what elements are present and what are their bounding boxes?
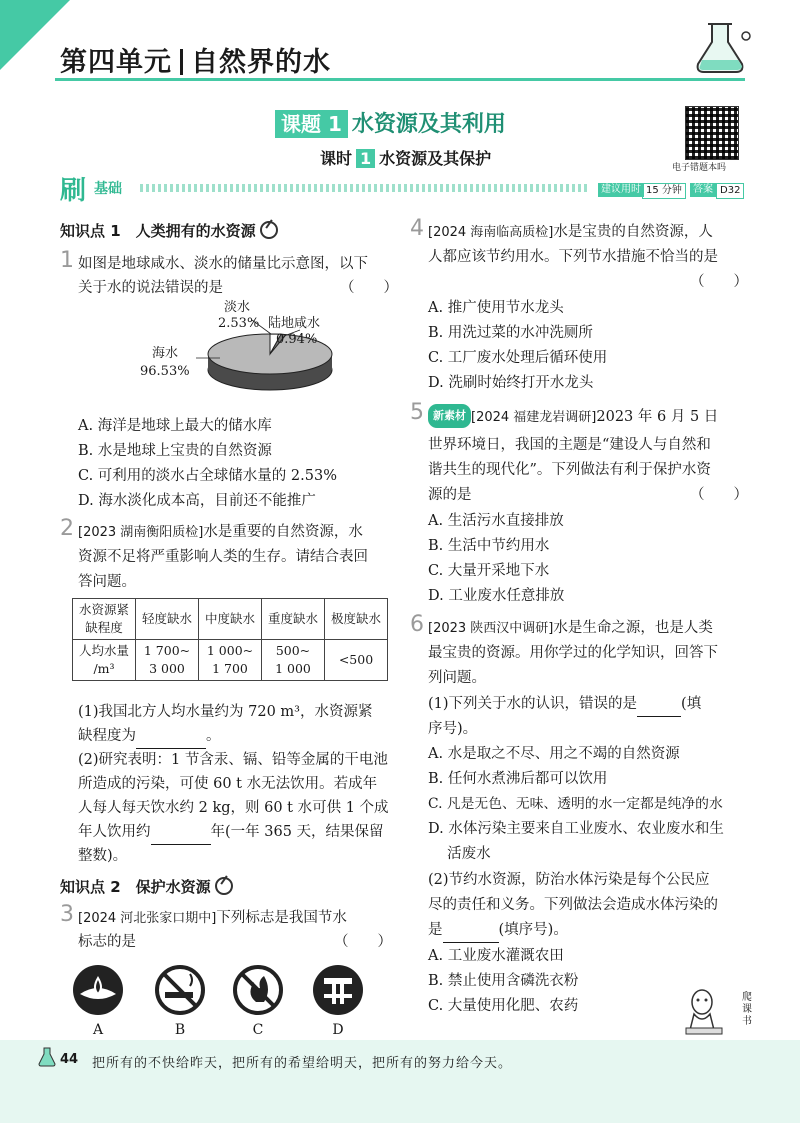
table-row-label-unit: /m³ — [93, 661, 115, 676]
question-6-sub-1-text: (1)下列关于水的认识，错误的是 — [428, 696, 638, 712]
lesson-title — [275, 110, 506, 138]
question-2-number: 2 — [60, 516, 74, 541]
time-value: 15 分钟 — [642, 183, 686, 199]
unit-title — [60, 40, 331, 79]
no-smoking-sign-icon[interactable] — [154, 964, 206, 1016]
chart-label-fresh: 淡水 — [224, 300, 251, 315]
question-2-sub-1-end: 。 — [206, 728, 221, 744]
question-3-number: 3 — [60, 902, 74, 927]
question-2-source: [2023 湖南衡阳质检] — [78, 525, 204, 540]
qr-code-icon[interactable] — [685, 106, 739, 160]
knowledge-point-1 — [60, 220, 278, 241]
answer-blank[interactable] — [151, 820, 211, 845]
chart-value-fresh: 2.53% — [218, 316, 260, 331]
table-cell-text: 1 700 — [212, 661, 248, 676]
answer-blank[interactable] — [136, 724, 206, 749]
footer-motto: 把所有的不快给昨天，把所有的希望给明天，把所有的努力给今天。 — [92, 1056, 513, 1071]
question-1-option[interactable]: B. 水是地球上宝贵的自然资源 — [78, 443, 272, 459]
mascot-stamp-text: 爬课书 — [742, 992, 752, 1027]
question-2-sub-2-text: 年人饮用约 — [78, 824, 151, 840]
unit-name: 自然界的水 — [191, 47, 331, 78]
question-2-sub-1: (1)我国北方人均水量约为 720 m³，水资源紧 — [78, 704, 373, 720]
question-5-option[interactable]: D. 工业废水任意排放 — [428, 588, 565, 604]
question-6-sub-1-end: (填 — [681, 696, 702, 712]
question-6-number: 6 — [410, 612, 424, 637]
answer-paren: （ ） — [340, 280, 398, 296]
question-4-option[interactable]: D. 洗刷时始终打开水龙头 — [428, 375, 594, 391]
answer-blank[interactable] — [637, 692, 681, 717]
question-1-option[interactable]: C. 可利用的淡水占全球储水量的 2.53% — [78, 468, 337, 484]
question-6-text: 列问题。 — [428, 670, 486, 686]
unit-number: 第四单元 — [60, 47, 172, 78]
question-2-sub-1-text: 缺程度为 — [78, 728, 136, 744]
question-5-text-1: 2023 年 6 月 5 日 — [596, 409, 719, 425]
question-5-option[interactable]: B. 生活中节约用水 — [428, 538, 550, 554]
table-header-text: 水资源紧 — [78, 602, 129, 617]
question-2-text-1: 水是重要的自然资源，水 — [203, 524, 363, 540]
chart-label-seawater: 海水 — [152, 346, 179, 361]
water-scarcity-table — [72, 598, 388, 681]
pencil-icon — [260, 221, 278, 239]
table-cell — [262, 640, 325, 681]
question-5-number: 5 — [410, 400, 424, 425]
table-row — [73, 640, 388, 681]
table-cell-text: 1 000 — [275, 661, 311, 676]
knowledge-point-2-label: 知识点 2 保护水资源 — [60, 878, 211, 896]
question-1-option[interactable]: D. 海水淡化成本高，目前还不能推广 — [78, 493, 316, 509]
question-6-option[interactable]: C. 凡是无色、无味、透明的水一定都是纯净的水 — [428, 796, 723, 812]
question-3-source: [2024 河北张家口期中] — [78, 911, 217, 926]
title-separator — [180, 49, 183, 75]
table-header-cell — [73, 599, 136, 640]
chart-label-land-saltwater: 陆地咸水 — [268, 316, 321, 331]
question-4-source: [2024 海南临高质检] — [428, 225, 554, 240]
qr-label: 电子错题本吗 — [672, 163, 727, 173]
period-prefix: 课时 — [320, 149, 353, 168]
question-2-sub-2: 所造成的污染，可使 60 t 水无法饮用。若成年 — [78, 776, 378, 792]
question-2-sub-2: (2)研究表明：1 节含汞、镉、铅等金属的干电池 — [78, 752, 388, 768]
table-header-cell: 中度缺水 — [199, 599, 262, 640]
question-2-text: 资源不足将严重影响人类的生存。请结合表回 — [78, 549, 368, 565]
question-1-number: 1 — [60, 248, 74, 273]
question-6-option[interactable]: B. 禁止使用含磷洗衣粉 — [428, 973, 579, 989]
knowledge-point-2 — [60, 876, 233, 897]
question-6-option[interactable]: C. 大量使用化肥、农药 — [428, 998, 579, 1014]
question-5-text — [428, 404, 718, 430]
question-2-sub-2-text: 年(一年 365 天，结果保留 — [210, 824, 384, 840]
sign-label-d: D — [332, 1022, 344, 1038]
answer-label: 答案 — [690, 183, 716, 197]
question-6-sub-2 — [428, 918, 568, 943]
header-underline — [55, 78, 745, 81]
table-header-cell: 轻度缺水 — [136, 599, 199, 640]
answer-paren: （ ） — [690, 487, 748, 503]
question-6-sub-2-end: (填序号)。 — [498, 922, 568, 938]
lesson-name: 水资源及其利用 — [351, 112, 506, 137]
table-cell-text: 1 700~ — [143, 643, 191, 658]
sign-label-a: A — [92, 1022, 104, 1038]
question-1-text: 如图是地球咸水、淡水的储量比示意图，以下 — [78, 256, 368, 272]
answer-paren: （ ） — [690, 274, 748, 290]
question-2-text — [78, 520, 363, 545]
answer-blank[interactable] — [443, 918, 499, 943]
question-4-text — [428, 220, 713, 245]
pencil-icon — [215, 877, 233, 895]
time-label: 建议用时 — [598, 183, 644, 197]
question-2-sub-2 — [78, 820, 384, 845]
question-6-option[interactable]: A. 工业废水灌溉农田 — [428, 948, 564, 964]
table-cell — [136, 640, 199, 681]
table-cell: <500 — [325, 640, 388, 681]
mascot-icon — [680, 980, 740, 1036]
question-5-source: [2024 福建龙岩调研] — [471, 410, 597, 425]
question-3-text-1: 下列标志是我国节水 — [216, 910, 347, 926]
question-6-text — [428, 616, 713, 641]
question-4-option[interactable]: B. 用洗过菜的水冲洗厕所 — [428, 325, 593, 341]
table-row-label — [73, 640, 136, 681]
section-label-main: 刷 — [60, 176, 87, 206]
period-number: 1 — [356, 149, 375, 168]
question-6-text-1: 水是生命之源，也是人类 — [553, 620, 713, 636]
question-5-option[interactable]: A. 生活污水直接排放 — [428, 513, 564, 529]
question-6-sub-2: (2)节约水资源，防治水体污染是每个公民应 — [428, 872, 710, 888]
question-2-sub-2: 整数)。 — [78, 848, 128, 864]
question-6-source: [2023 陕西汉中调研] — [428, 621, 554, 636]
period-name: 水资源及其保护 — [379, 149, 492, 168]
table-header-cell: 极度缺水 — [325, 599, 388, 640]
section-label-sub: 基础 — [94, 181, 122, 197]
question-6-sub-1: 序号)。 — [428, 721, 478, 737]
question-4-option[interactable]: A. 推广使用节水龙头 — [428, 300, 564, 316]
footer-flask-icon — [38, 1046, 56, 1068]
table-header-text: 缺程度 — [85, 620, 123, 635]
period-title — [320, 146, 491, 169]
recycling-sign-icon[interactable] — [312, 964, 364, 1016]
water-saving-sign-icon[interactable] — [72, 964, 124, 1016]
sign-label-c: C — [252, 1022, 264, 1038]
question-3-text — [78, 906, 347, 931]
answer-page: D32 — [716, 183, 744, 199]
lesson-tag: 课题 1 — [275, 110, 348, 138]
flask-icon — [688, 20, 752, 78]
question-3-text: 标志的是 — [78, 934, 136, 950]
table-header-row — [73, 599, 388, 640]
answer-paren: （ ） — [334, 934, 392, 950]
question-4-option[interactable]: C. 工厂废水处理后循环使用 — [428, 350, 608, 366]
question-1-option[interactable]: A. 海洋是地球上最大的储水库 — [78, 418, 272, 434]
question-2-sub-1 — [78, 724, 221, 749]
question-5-text: 谐共生的现代化”。下列做法有利于保护水资 — [428, 462, 711, 478]
new-material-badge: 新素材 — [428, 404, 471, 428]
question-4-text: 人都应该节约用水。下列节水措施不恰当的是 — [428, 249, 718, 265]
no-fire-sign-icon[interactable] — [232, 964, 284, 1016]
question-6-sub-2-text: 是 — [428, 922, 443, 938]
question-4-number: 4 — [410, 216, 424, 241]
question-1-text: 关于水的说法错误的是 — [78, 280, 223, 296]
question-6-option[interactable]: D. 水体污染主要来自工业废水、农业废水和生 — [428, 821, 724, 837]
section-divider-dots — [140, 184, 590, 192]
page-number: 44 — [60, 1052, 79, 1067]
question-4-text-1: 水是宝贵的自然资源，人 — [553, 224, 713, 240]
question-6-sub-2: 尽的责任和义务。下列做法会造成水体污染的 — [428, 897, 718, 913]
question-2-text: 答问题。 — [78, 574, 136, 590]
table-cell-text: 1 000~ — [206, 643, 254, 658]
question-6-option-cont: 活废水 — [428, 846, 491, 862]
question-6-option[interactable]: A. 水是取之不尽、用之不竭的自然资源 — [428, 746, 680, 762]
table-cell-text: 3 000 — [149, 661, 185, 676]
question-5-text: 源的是 — [428, 487, 472, 503]
chart-value-land-saltwater: 0.94% — [276, 332, 318, 347]
table-header-cell: 重度缺水 — [262, 599, 325, 640]
question-6-text: 最宝贵的资源。用你学过的化学知识，回答下 — [428, 645, 718, 661]
knowledge-point-1-label: 知识点 1 人类拥有的水资源 — [60, 222, 256, 240]
question-6-option[interactable]: B. 任何水煮沸后都可以饮用 — [428, 771, 608, 787]
question-2-sub-2: 人每人每天饮水约 2 kg，则 60 t 水可供 1 个成 — [78, 800, 389, 816]
question-5-text: 世界环境日，我国的主题是“建设人与自然和 — [428, 437, 711, 453]
sign-label-b: B — [174, 1022, 186, 1038]
chart-value-seawater: 96.53% — [140, 364, 190, 379]
table-cell-text: 500~ — [275, 643, 311, 658]
table-cell — [199, 640, 262, 681]
question-6-sub-1 — [428, 692, 701, 717]
question-5-option[interactable]: C. 大量开采地下水 — [428, 563, 550, 579]
table-row-label-text: 人均水量 — [78, 643, 129, 658]
